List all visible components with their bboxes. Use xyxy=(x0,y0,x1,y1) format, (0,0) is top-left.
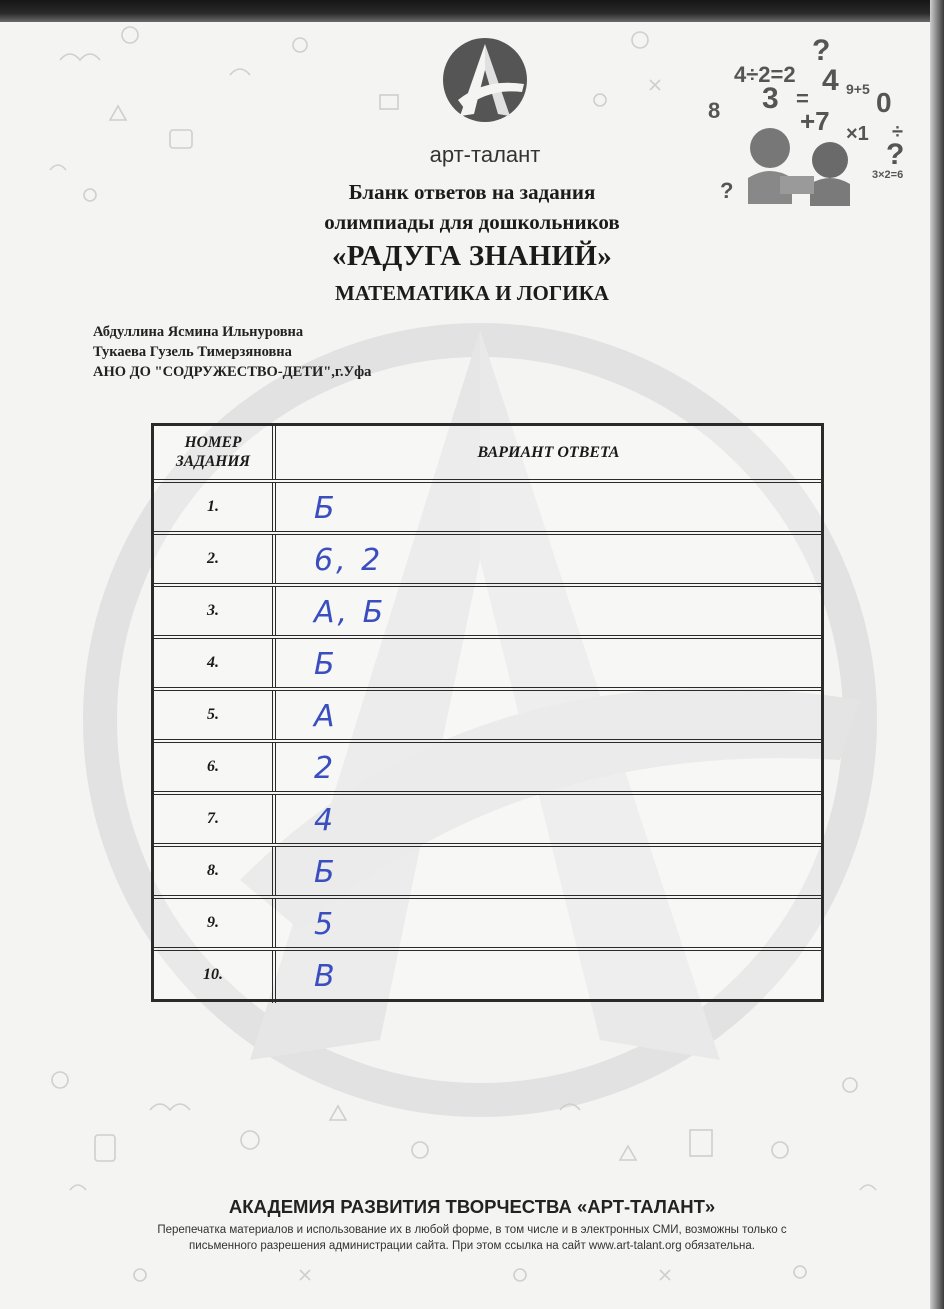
task-number: 10. xyxy=(154,951,276,1003)
formula-text: 4 xyxy=(822,64,839,97)
answer-cell[interactable]: Б xyxy=(314,647,338,682)
answer-table xyxy=(151,423,824,1002)
task-number: 3. xyxy=(154,587,276,635)
subject-title: МАТЕМАТИКА И ЛОГИКА xyxy=(335,281,609,305)
author-name-1: Абдуллина Ясмина Ильнуровна xyxy=(93,324,304,340)
header-task-number-line2: ЗАДАНИЯ xyxy=(175,453,251,470)
formula-text: ? xyxy=(720,178,734,203)
kids-with-math-symbols-illustration xyxy=(700,38,914,214)
organization: АНО ДО "СОДРУЖЕСТВО-ДЕТИ",г.Уфа xyxy=(93,364,372,380)
table-row xyxy=(154,847,821,899)
header-task-number xyxy=(154,426,276,479)
table-row xyxy=(154,691,821,743)
olympiad-title: «РАДУГА ЗНАНИЙ» xyxy=(332,240,612,272)
task-number: 8. xyxy=(154,847,276,895)
task-number: 5. xyxy=(154,691,276,739)
table-row xyxy=(154,587,821,639)
formula-text: ? xyxy=(886,138,905,171)
answer-cell[interactable]: А, Б xyxy=(314,595,387,630)
task-number: 7. xyxy=(154,795,276,843)
formula-text: 3 xyxy=(762,82,779,115)
footer-copyright-line2: письменного разрешения администрации сайта. При этом ссылка на сайт www.art-talant.org обязательна. xyxy=(189,1240,755,1252)
formula-text: ×1 xyxy=(846,123,869,145)
formula-text: 9+5 xyxy=(846,81,870,97)
task-number: 1. xyxy=(154,483,276,531)
answer-cell[interactable]: Б xyxy=(314,855,338,890)
footer-academy-title: АКАДЕМИЯ РАЗВИТИЯ ТВОРЧЕСТВА «АРТ-ТАЛАНТ» xyxy=(228,1196,716,1217)
formula-text: ÷ xyxy=(892,121,903,143)
task-number: 2. xyxy=(154,535,276,583)
kids-icon xyxy=(748,128,850,206)
answer-cell[interactable]: А xyxy=(314,699,338,734)
answer-cell[interactable]: 4 xyxy=(314,803,337,838)
author-name-2: Тукаева Гузель Тимерзяновна xyxy=(93,344,292,360)
footer-copyright-line1: Перепечатка материалов и использование их в любой форме, в том числе и в электронных СМИ, возможны только с xyxy=(157,1224,787,1236)
answer-cell[interactable]: Б xyxy=(314,491,338,526)
answer-cell[interactable]: 5 xyxy=(314,907,337,942)
art-talant-logo-icon xyxy=(440,30,530,130)
table-row xyxy=(154,535,821,587)
table-row xyxy=(154,483,821,535)
formula-text: 3×2=6 xyxy=(872,169,904,181)
task-number: 9. xyxy=(154,899,276,947)
table-row xyxy=(154,743,821,795)
answer-cell[interactable]: 6, 2 xyxy=(314,543,384,578)
formula-text: = xyxy=(796,86,809,111)
table-row xyxy=(154,951,821,1003)
table-row xyxy=(154,899,821,951)
formula-text: 8 xyxy=(708,98,721,123)
table-header xyxy=(154,426,821,483)
formula-text: ? xyxy=(812,38,831,67)
task-number: 4. xyxy=(154,639,276,687)
formula-text: 4÷2=2 xyxy=(734,62,796,87)
table-row xyxy=(154,795,821,847)
formula-text: +7 xyxy=(800,106,830,136)
answer-cell[interactable]: 2 xyxy=(314,751,337,786)
form-title-line2: олимпиады для дошкольников xyxy=(324,210,620,234)
answer-cell[interactable]: В xyxy=(314,959,338,994)
header-task-number-line1: НОМЕР xyxy=(184,434,242,451)
brand-name: арт-талант xyxy=(429,142,541,167)
form-title-line1: Бланк ответов на задания xyxy=(348,180,596,204)
header-answer-variant: ВАРИАНТ ОТВЕТА xyxy=(477,444,620,461)
table-row xyxy=(154,639,821,691)
formula-text: 0 xyxy=(876,87,892,118)
task-number: 6. xyxy=(154,743,276,791)
